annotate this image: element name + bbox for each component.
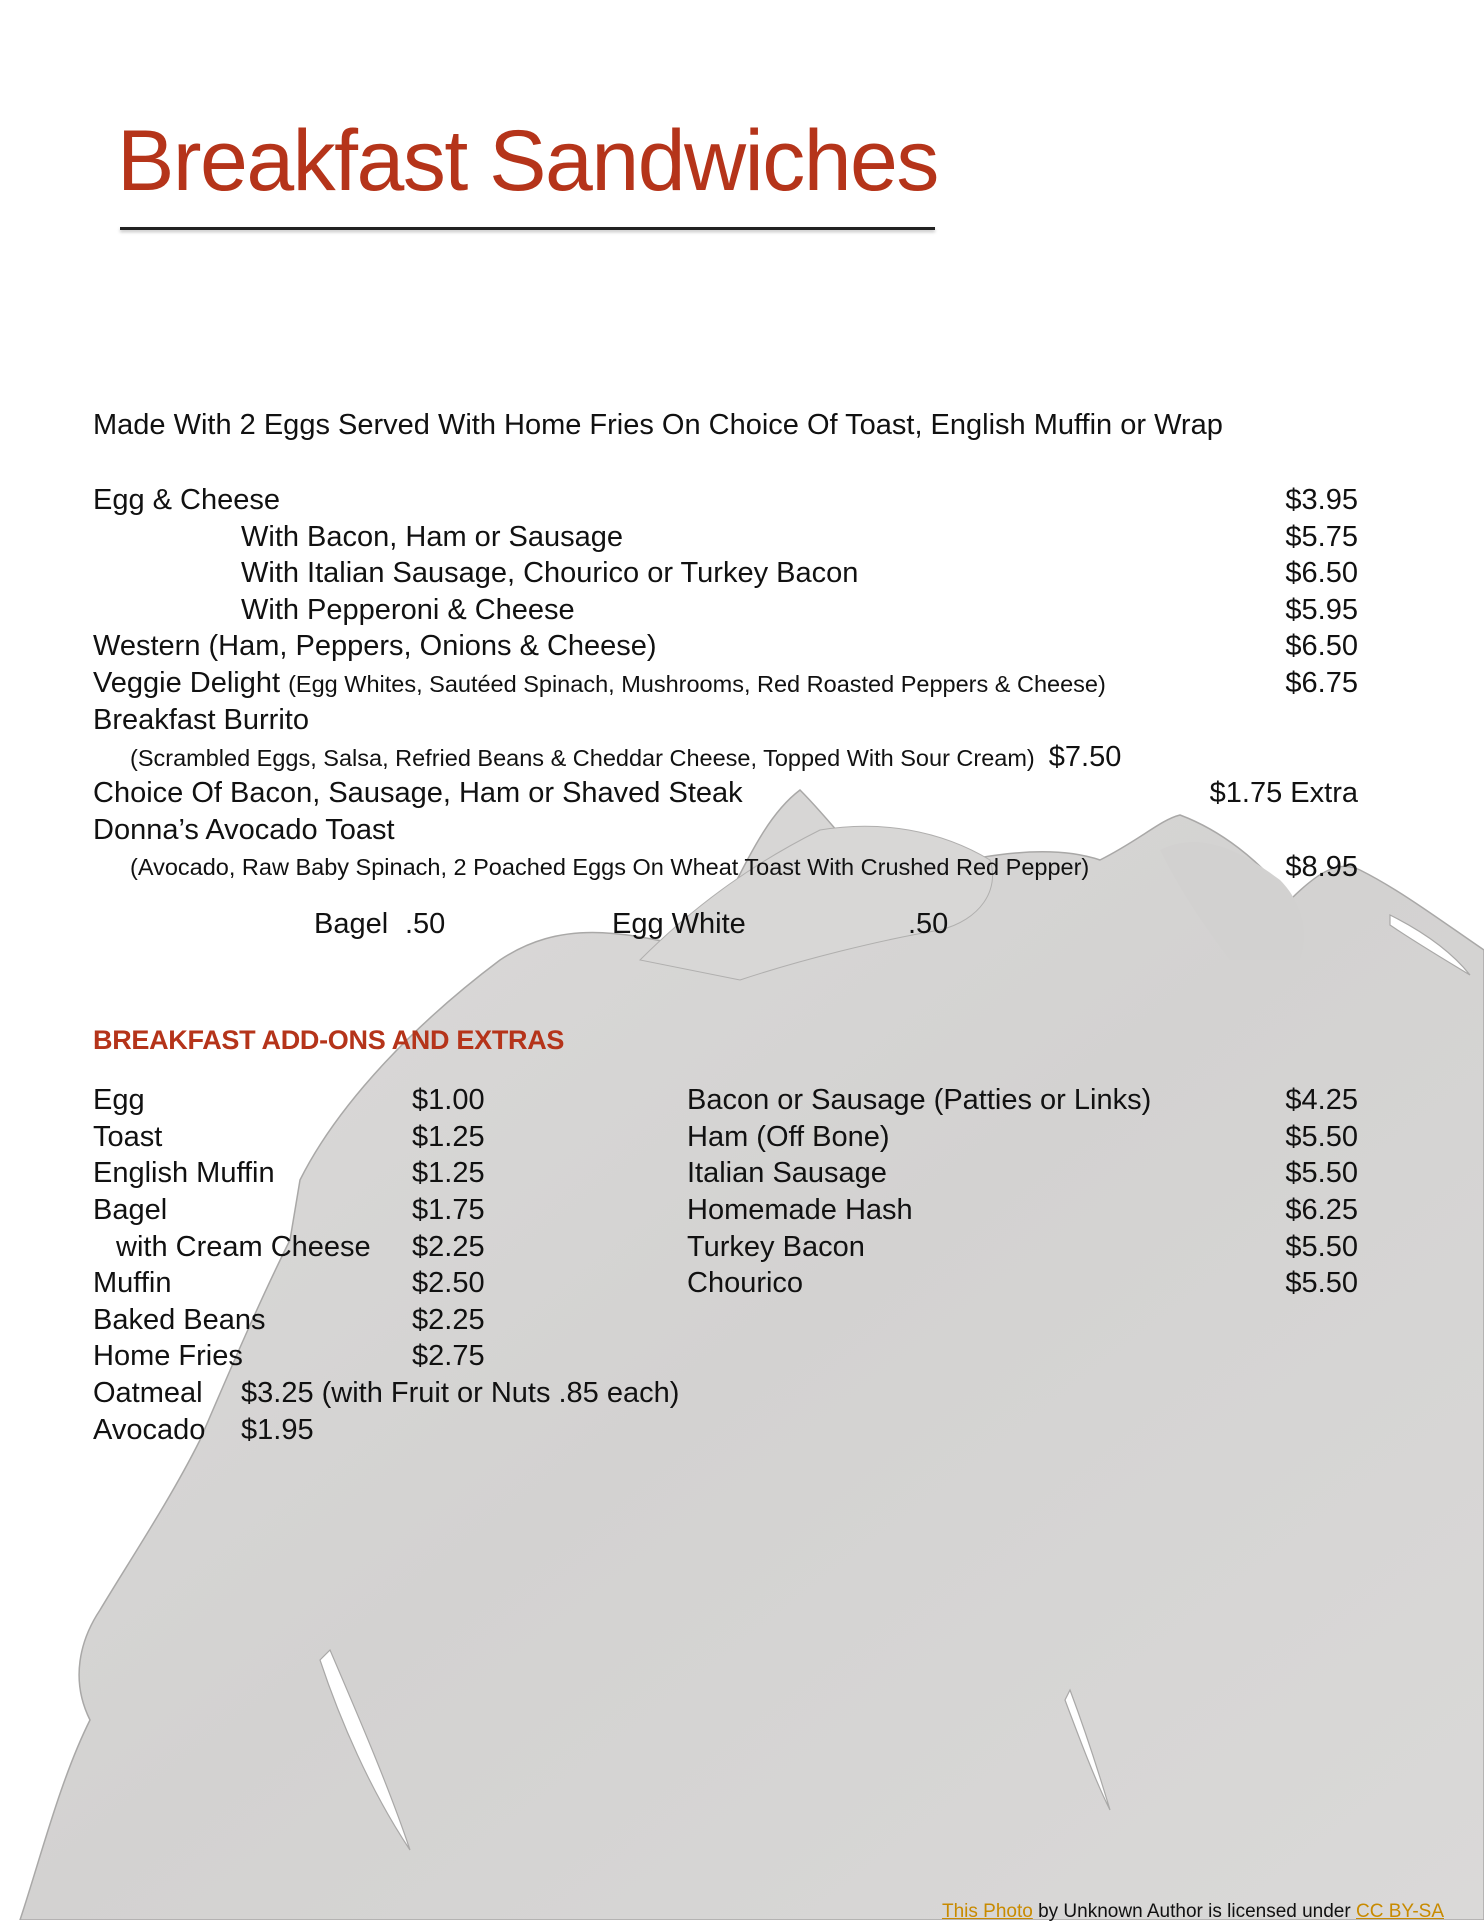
addon-name: Oatmeal bbox=[93, 1377, 203, 1409]
menu-item-with-bacon bbox=[93, 519, 1358, 556]
menu-item-western bbox=[93, 628, 1358, 665]
item-title: Veggie Delight bbox=[93, 667, 281, 699]
addon-price: $2.50 bbox=[412, 1267, 485, 1299]
addon-name: Toast bbox=[93, 1121, 163, 1153]
addon-price: $1.00 bbox=[412, 1084, 485, 1116]
license-link[interactable]: CC BY-SA bbox=[1356, 1901, 1444, 1922]
upcharge-egg-white-label: Egg White bbox=[612, 908, 746, 940]
addon-price: $5.50 bbox=[1285, 1157, 1358, 1189]
item-name: With Italian Sausage, Chourico or Turkey Bacon bbox=[241, 557, 859, 589]
addon-price: $5.50 bbox=[1285, 1267, 1358, 1299]
addon-name: Egg bbox=[93, 1084, 145, 1116]
addon-name: Turkey Bacon bbox=[687, 1231, 865, 1263]
addon-price: $4.25 bbox=[1285, 1084, 1358, 1116]
item-price: $6.50 bbox=[1285, 630, 1358, 662]
addon-name: Chourico bbox=[687, 1267, 804, 1299]
addon-price: $6.25 bbox=[1285, 1194, 1358, 1226]
addon-price: $1.95 bbox=[241, 1414, 314, 1446]
menu-item-with-pepperoni bbox=[93, 592, 1358, 629]
addon-name: Avocado bbox=[93, 1414, 206, 1446]
menu-item-breakfast-burrito bbox=[93, 702, 1358, 739]
menu-item-egg-cheese bbox=[93, 482, 1358, 519]
item-price: $6.75 bbox=[1285, 667, 1358, 699]
addon-price: $2.25 bbox=[412, 1304, 485, 1336]
item-name: With Pepperoni & Cheese bbox=[241, 594, 575, 626]
item-price: $5.95 bbox=[1285, 594, 1358, 626]
upcharge-egg-white-price: .50 bbox=[908, 908, 949, 940]
item-description: (Avocado, Raw Baby Spinach, 2 Poached Eggs On Wheat Toast With Crushed Red Pepper) bbox=[130, 854, 1090, 880]
item-name: Breakfast Burrito bbox=[93, 704, 309, 736]
item-name: Choice Of Bacon, Sausage, Ham or Shaved Steak bbox=[93, 777, 743, 809]
credit-text: by Unknown Author is licensed under bbox=[1038, 1901, 1351, 1922]
addon-price: $1.25 bbox=[412, 1157, 485, 1189]
photo-link[interactable]: This Photo bbox=[941, 1901, 1033, 1922]
upcharge-bagel-label: Bagel bbox=[314, 908, 389, 940]
burrito-description-line bbox=[130, 739, 1121, 777]
item-price: $7.50 bbox=[1048, 741, 1122, 773]
menu-item-with-italian bbox=[93, 555, 1358, 592]
item-name: Donna’s Avocado Toast bbox=[93, 814, 395, 846]
addon-price: $2.75 bbox=[412, 1340, 485, 1372]
addon-name: Home Fries bbox=[93, 1340, 243, 1372]
addon-name: Italian Sausage bbox=[687, 1157, 887, 1189]
item-description: (Scrambled Eggs, Salsa, Refried Beans & Cheddar Cheese, Topped With Sour Cream) bbox=[130, 745, 1035, 771]
item-price: $8.95 bbox=[1285, 851, 1358, 883]
item-name: Western (Ham, Peppers, Onions & Cheese) bbox=[93, 630, 657, 662]
addon-price: $3.25 (with Fruit or Nuts .85 each) bbox=[241, 1377, 680, 1409]
item-name bbox=[93, 665, 1106, 703]
menu-item-veggie-delight bbox=[93, 665, 1358, 702]
title-underline bbox=[120, 227, 935, 230]
addons-heading: BREAKFAST ADD-ONS AND EXTRAS bbox=[93, 1025, 565, 1055]
item-name: Egg & Cheese bbox=[93, 484, 281, 516]
page-title: Breakfast Sandwiches bbox=[117, 113, 938, 209]
addon-name: Homemade Hash bbox=[687, 1194, 913, 1226]
item-name: With Bacon, Ham or Sausage bbox=[241, 521, 624, 553]
addon-price: $1.75 bbox=[412, 1194, 485, 1226]
addon-price: $1.25 bbox=[412, 1121, 485, 1153]
addon-price: $2.25 bbox=[412, 1231, 485, 1263]
item-price: $1.75 Extra bbox=[1209, 777, 1358, 809]
addon-price: $5.50 bbox=[1285, 1121, 1358, 1153]
addon-name: with Cream Cheese bbox=[116, 1231, 371, 1263]
menu-item-avocado-toast bbox=[93, 812, 1358, 849]
avocado-toast-description-line bbox=[93, 849, 1358, 886]
menu-item-choice-meat bbox=[93, 775, 1358, 812]
addon-name: Bagel bbox=[93, 1194, 168, 1226]
addon-name: Muffin bbox=[93, 1267, 172, 1299]
item-price: $3.95 bbox=[1285, 484, 1358, 516]
addon-name: Bacon or Sausage (Patties or Links) bbox=[687, 1084, 1152, 1116]
item-price: $5.75 bbox=[1285, 521, 1358, 553]
addon-name: Ham (Off Bone) bbox=[687, 1121, 890, 1153]
addon-name: Baked Beans bbox=[93, 1304, 266, 1336]
addon-name: English Muffin bbox=[93, 1157, 275, 1189]
item-description: (Egg Whites, Sautéed Spinach, Mushrooms, Red Roasted Peppers & Cheese) bbox=[288, 671, 1106, 697]
intro-text: Made With 2 Eggs Served With Home Fries On Choice Of Toast, English Muffin or Wrap bbox=[93, 409, 1223, 441]
photo-credit bbox=[942, 1902, 1444, 1921]
item-price: $6.50 bbox=[1285, 557, 1358, 589]
addon-price: $5.50 bbox=[1285, 1231, 1358, 1263]
upcharge-bagel-price: .50 bbox=[405, 908, 446, 940]
